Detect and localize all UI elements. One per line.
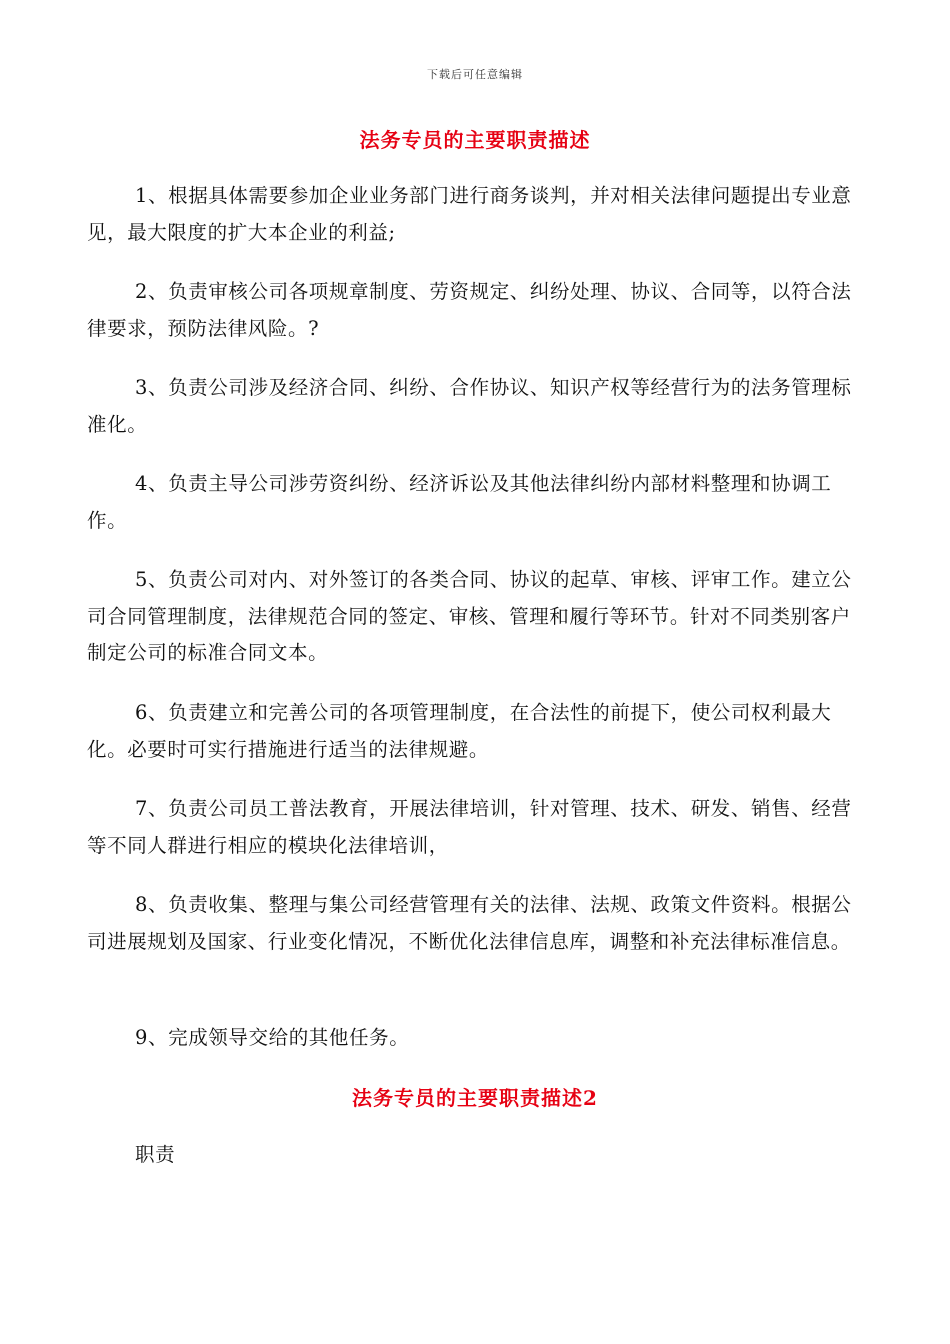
duty-item-6: 6、负责建立和完善公司的各项管理制度，在合法性的前提下，使公司权利最大化。必要时可实行措施进行适当的法律规避。 xyxy=(87,701,832,761)
duty-item-9: 9、完成领导交给的其他任务。 xyxy=(135,1026,410,1049)
section-title-2: 法务专员的主要职责描述2 xyxy=(352,1086,598,1110)
duty-item-8: 8、负责收集、整理与集公司经营管理有关的法律、法规、政策文件资料。根据公司进展规划及国家、行业变化情况，不断优化法律信息库，调整和补充法律标准信息。 xyxy=(87,893,852,953)
duty-item-3: 3、负责公司涉及经济合同、纠纷、合作协议、知识产权等经营行为的法务管理标准化。 xyxy=(87,376,852,436)
duty-item-1: 1、根据具体需要参加企业业务部门进行商务谈判，并对相关法律问题提出专业意见，最大限度的扩大本企业的利益; xyxy=(87,184,852,244)
duty-item-5: 5、负责公司对内、对外签订的各类合同、协议的起草、审核、评审工作。建立公司合同管理制度，法律规范合同的签定、审核、管理和履行等环节。针对不同类别客户制定公司的标准合同文本。 xyxy=(87,568,852,664)
header-note: 下载后可任意编辑 xyxy=(427,68,523,81)
duty-item-7: 7、负责公司员工普法教育，开展法律培训，针对管理、技术、研发、销售、经营等不同人群进行相应的模块化法律培训， xyxy=(87,797,852,857)
duty-item-4: 4、负责主导公司涉劳资纠纷、经济诉讼及其他法律纠纷内部材料整理和协调工作。 xyxy=(87,472,832,532)
section-title: 法务专员的主要职责描述 xyxy=(359,128,591,152)
duty-item-2: 2、负责审核公司各项规章制度、劳资规定、纠纷处理、协议、合同等，以符合法律要求，预防法律风险。? xyxy=(87,280,852,340)
duties-heading: 职责 xyxy=(135,1143,176,1166)
